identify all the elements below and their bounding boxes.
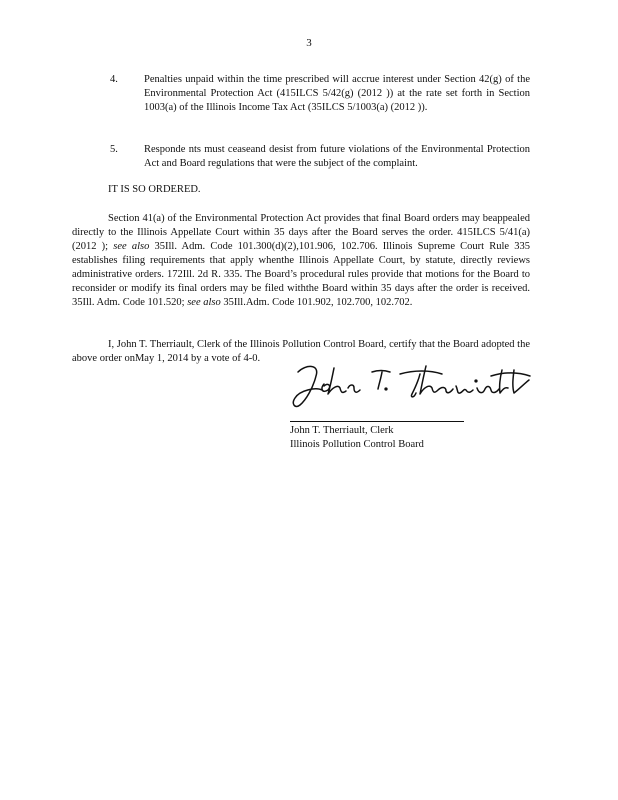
item-number: 5. bbox=[110, 144, 118, 155]
appeal-paragraph bbox=[72, 212, 530, 310]
signatory-title: Illinois Pollution Control Board bbox=[290, 439, 424, 450]
signature-line bbox=[290, 421, 464, 422]
signatory-name: John T. Therriault, Clerk bbox=[290, 425, 394, 436]
see-also-1: see also bbox=[113, 241, 150, 252]
item-number: 4. bbox=[110, 74, 118, 85]
item-text: Penalties unpaid within the time prescribed will accrue interest under Section 42(g) of the Environmental Protection Act (415ILCS 5/42(g) (2012 )) at the rate set forth in Section 1003(a) of the Illinois Income Tax Act (35ILCS 5/1003(a) (2012 )). bbox=[144, 74, 530, 113]
item-text: Responde nts must ceaseand desist from future violations of the Environmental Protection Act and Board regulations that were the subject of the complaint. bbox=[144, 144, 530, 169]
appeal-text-1: Section 41(a) of the Environmental Protection Act provides that final Board orders may beappealed directly to the Illinois Appellate Court within 35 days after the Board serves the order. 415ILCS 5/41(a) (2012 ); bbox=[72, 213, 530, 252]
page-number: 3 bbox=[306, 37, 312, 49]
appeal-text-3: 35Ill.Adm. Code 101.902, 102.700, 102.702. bbox=[223, 297, 413, 308]
handwritten-signature bbox=[286, 360, 536, 412]
see-also-2: see also bbox=[187, 297, 221, 308]
appeal-text-2: 35Ill. Adm. Code 101.300(d)(2),101.906, 102.706. Illinois Supreme Court Rule 335 establishes filing requirements that apply whenthe Illinois Appellate Court, by statute, directly reviews administrative orders. 172Ill. 2d R. 335. The Board’s procedural rules provide that motions for the Board to reconsider or modify its final orders may be filed withthe Board within 35 days after the order is received. 35Ill. Adm. Code 101.520; bbox=[72, 241, 530, 308]
certification-paragraph: I, John T. Therriault, Clerk of the Illinois Pollution Control Board, certify that the Board adopted the above order onMay 1, 2014 by a vote of 4-0. bbox=[72, 339, 530, 364]
so-ordered-line: IT IS SO ORDERED. bbox=[108, 184, 201, 195]
